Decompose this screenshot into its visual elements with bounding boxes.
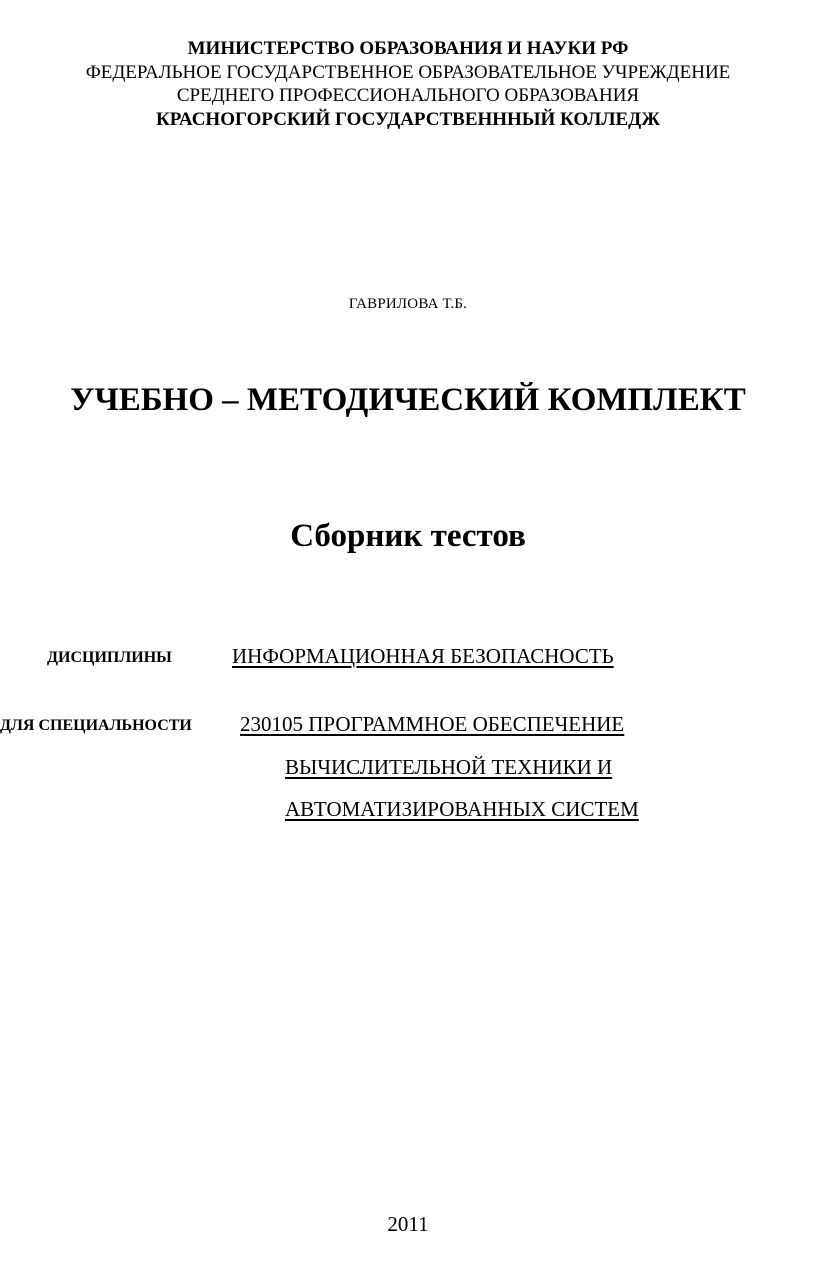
specialty-value-line2: ВЫЧИСЛИТЕЛЬНОЙ ТЕХНИКИ И	[285, 755, 613, 779]
specialty-value-line1: 230105 ПРОГРАММНОЕ ОБЕСПЕЧЕНИЕ	[240, 712, 625, 736]
institution-header	[0, 37, 816, 131]
document-subtitle: Сборник тестов	[290, 518, 526, 554]
college-name: КРАСНОГОРСКИЙ ГОСУДАРСТВЕНННЫЙ КОЛЛЕДЖ	[155, 108, 661, 130]
institution-type-line2: СРЕДНЕГО ПРОФЕССИОНАЛЬНОГО ОБРАЗОВАНИЯ	[176, 85, 640, 106]
specialty-label: ДЛЯ СПЕЦИАЛЬНОСТИ	[0, 717, 192, 734]
discipline-label: ДИСЦИПЛИНЫ	[47, 649, 172, 666]
discipline-value: ИНФОРМАЦИОННАЯ БЕЗОПАСНОСТЬ	[232, 644, 614, 668]
document-title: УЧЕБНО – МЕТОДИЧЕСКИЙ КОМПЛЕКТ	[70, 382, 746, 418]
specialty-value-line3: АВТОМАТИЗИРОВАННЫХ СИСТЕМ	[285, 797, 639, 821]
author-name: ГАВРИЛОВА Т.Б.	[348, 296, 468, 312]
ministry-name: МИНИСТЕРСТВО ОБРАЗОВАНИЯ И НАУКИ РФ	[187, 38, 629, 59]
publication-year: 2011	[387, 1212, 429, 1236]
institution-type-line1: ФЕДЕРАЛЬНОЕ ГОСУДАРСТВЕННОЕ ОБРАЗОВАТЕЛЬНОЕ УЧРЕЖДЕНИЕ	[85, 61, 731, 83]
